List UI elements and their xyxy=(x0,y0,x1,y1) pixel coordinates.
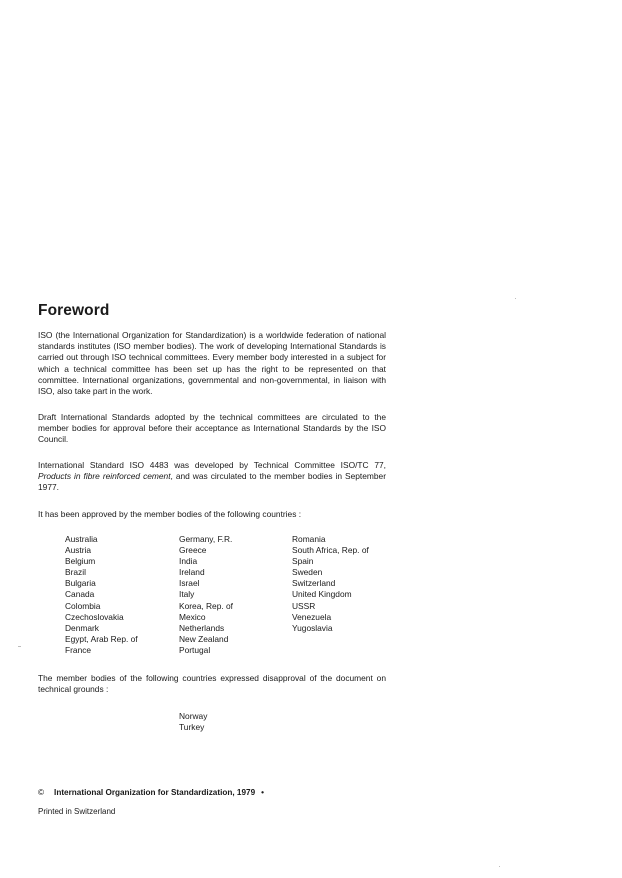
scan-speck xyxy=(499,866,500,867)
draft-standards-paragraph: Draft International Standards adopted by the technical committees are circulated to the member bodies for approval before their acceptance as International Standards by the ISO Council. xyxy=(38,412,386,445)
country-item: Canada xyxy=(65,589,95,600)
country-item: Norway xyxy=(179,711,208,721)
country-item: Czechoslovakia xyxy=(65,611,124,622)
country-item: New Zealand xyxy=(179,633,229,644)
country-item: Belgium xyxy=(65,556,96,567)
country-item: Israel xyxy=(179,578,200,589)
country-item: Yugoslavia xyxy=(292,622,333,633)
approval-intro: It has been approved by the member bodies of the following countries : xyxy=(38,509,302,519)
copyright-notice xyxy=(38,788,264,797)
country-item: United Kingdom xyxy=(292,589,352,600)
bullet-icon: • xyxy=(261,788,264,797)
country-item: Mexico xyxy=(179,611,206,622)
development-paragraph xyxy=(38,460,386,494)
country-item: Turkey xyxy=(179,722,205,733)
country-item: India xyxy=(179,556,198,567)
disapproval-intro: The member bodies of the following countries expressed disapproval of the document on technical grounds : xyxy=(38,673,386,695)
country-item: USSR xyxy=(292,600,316,611)
country-item: France xyxy=(65,644,92,655)
committee-title: Products in fibre reinforced cement xyxy=(38,471,171,482)
country-item: Switzerland xyxy=(292,578,336,589)
copyright-symbol: © xyxy=(38,788,45,797)
intro-paragraph: ISO (the International Organization for Standardization) is a worldwide federation of national standards institutes (ISO member bodies). The work of developing International Standards is carried out through ISO technical committees. Every member body interested in a subject for which a technical committee has been set up has the right to be represented on that committee. International organizations, governmental and non-governmental, in liaison with ISO, also take part in the work. xyxy=(38,330,386,397)
disapproval-country-list xyxy=(179,711,207,733)
country-item: Brazil xyxy=(65,567,86,578)
country-item: Colombia xyxy=(65,600,101,611)
scan-speck xyxy=(515,298,516,299)
country-item: Egypt, Arab Rep. of xyxy=(65,633,138,644)
country-item: Netherlands xyxy=(179,622,225,633)
country-item: Portugal xyxy=(179,644,211,655)
page-title: Foreword xyxy=(38,302,110,319)
country-item: Ireland xyxy=(179,567,205,578)
country-item: Austria xyxy=(65,545,92,556)
development-text-start: International Standard ISO 4483 was developed by Technical Committee ISO/TC 77, xyxy=(38,460,386,470)
country-item: Sweden xyxy=(292,567,323,578)
country-list-column-2 xyxy=(179,534,233,656)
country-item: Korea, Rep. of xyxy=(179,600,234,611)
country-item: Spain xyxy=(292,556,314,567)
country-list-column-3 xyxy=(292,534,369,634)
country-item: Romania xyxy=(292,534,326,544)
country-item: Italy xyxy=(179,589,195,600)
copyright-text: International Organization for Standardization, 1979 xyxy=(54,788,256,797)
country-list-column-1 xyxy=(65,534,138,656)
country-item: Australia xyxy=(65,534,98,544)
country-item: Germany, F.R. xyxy=(179,534,233,544)
printed-note: Printed in Switzerland xyxy=(38,807,116,816)
scan-speck xyxy=(18,646,21,647)
country-item: Bulgaria xyxy=(65,578,96,589)
development-text-end: , and was circulated to the member bodies in September 1977. xyxy=(38,471,386,493)
country-item: Denmark xyxy=(65,622,99,633)
country-item: Greece xyxy=(179,545,207,556)
country-item: Venezuela xyxy=(292,611,332,622)
country-item: South Africa, Rep. of xyxy=(292,545,369,556)
